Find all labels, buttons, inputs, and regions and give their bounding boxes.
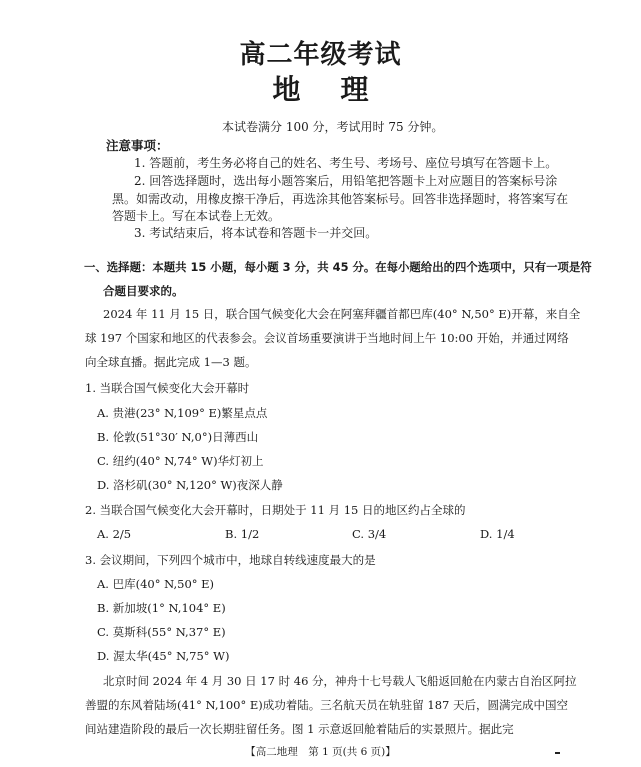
option-c: C. 莫斯科(55° N,37° E) — [97, 625, 226, 639]
notice-line: 3. 考试结束后，将本试卷和答题卡一并交回。 — [134, 226, 378, 240]
option-b: B. 伦敦(51°30′ N,0°)日薄西山 — [97, 430, 259, 444]
question-stem: 3. 会议期间，下列四个城市中，地球自转线速度最大的是 — [85, 553, 376, 567]
passage-line: 2024 年 11 月 15 日，联合国气候变化大会在阿塞拜疆首都巴库(40° N,50° E)开幕，来自全 — [103, 307, 581, 321]
passage-line: 北京时间 2024 年 4 月 30 日 17 时 46 分，神舟十七号载人飞船返回舱在内蒙古自治区阿拉 — [103, 674, 577, 688]
option-d: D. 洛杉矶(30° N,120° W)夜深人静 — [97, 478, 283, 492]
passage-line: 球 197 个国家和地区的代表参会。会议首场重要演讲于当地时间上午 10:00 开始，并通过网络 — [85, 331, 569, 345]
question-stem: 1. 当联合国气候变化大会开幕时 — [85, 381, 250, 395]
question-stem: 2. 当联合国气候变化大会开幕时，日期处于 11 月 15 日的地区约占全球的 — [85, 503, 466, 517]
option-c: C. 纽约(40° N,74° W)华灯初上 — [97, 454, 264, 468]
passage-line: 向全球直播。据此完成 1—3 题。 — [85, 355, 257, 369]
notice-line: 1. 答题前，考生务必将自己的姓名、考生号、考场号、座位号填写在答题卡上。 — [134, 156, 558, 170]
option-b: B. 新加坡(1° N,104° E) — [97, 601, 226, 615]
option-b: B. 1/2 — [225, 527, 260, 541]
section-heading-cont: 合题目要求的。 — [103, 284, 184, 298]
option-a: A. 巴库(40° N,50° E) — [97, 577, 215, 591]
notice-line: 2. 回答选择题时，选出每小题答案后，用铅笔把答题卡上对应题目的答案标号涂 — [134, 174, 558, 188]
exam-title: 高二年级考试 — [239, 40, 402, 70]
notice-line: 黑。如需改动，用橡皮擦干净后，再选涂其他答案标号。回答非选择题时，将答案写在 — [112, 192, 569, 206]
option-a: A. 2/5 — [97, 527, 132, 541]
subject-title: 地理 — [272, 73, 409, 106]
option-c: C. 3/4 — [352, 527, 387, 541]
exam-info: 本试卷满分 100 分，考试用时 75 分钟。 — [222, 120, 444, 134]
option-a: A. 贵港(23° N,109° E)繁星点点 — [97, 406, 268, 420]
option-d: D. 渥太华(45° N,75° W) — [97, 649, 230, 663]
notice-heading: 注意事项： — [106, 138, 169, 153]
option-d: D. 1/4 — [480, 527, 515, 541]
corner-mark — [555, 752, 560, 754]
notice-line: 答题卡上。写在本试卷上无效。 — [112, 209, 281, 223]
section-heading: 一、选择题：本题共 15 小题，每小题 3 分，共 45 分。在每小题给出的四个选项中，只有一项是符 — [84, 260, 592, 274]
page-footer: 【高二地理 第 1 页(共 6 页)】 — [245, 746, 396, 758]
passage-line: 善盟的东风着陆场(41° N,100° E)成功着陆。三名航天员在轨驻留 187 天后，圆满完成中国空 — [85, 698, 569, 712]
passage-line: 间站建造阶段的最后一次长期驻留任务。图 1 示意返回舱着陆后的实景照片。据此完 — [85, 722, 514, 736]
